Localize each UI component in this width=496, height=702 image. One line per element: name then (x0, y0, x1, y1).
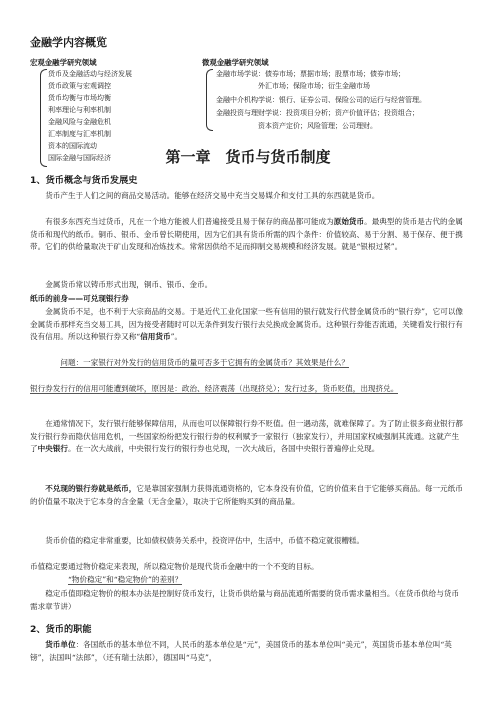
term-central-bank: 中央银行 (37, 444, 68, 453)
paragraph (30, 483, 466, 508)
paragraph-text: 。在一次大战前，中央银行发行的银行券也兑现，一次大战后，各国中央银行普遍停止兑现。 (67, 444, 380, 453)
question (30, 574, 466, 587)
answer-text: 银行券发行行的信用可能遭到破坏，原因是：政治、经济震荡（出现挤兑）；发行过多，货币贬值，出现挤兑。 (30, 384, 399, 393)
question-text: “物价稳定”和“稳定物价”的差别？ (68, 575, 183, 584)
question (30, 357, 466, 370)
paragraph (30, 418, 466, 456)
paragraph (30, 383, 470, 396)
paragraph: 币值稳定要通过物价稳定来表现，所以稳定物价是现代货币金融中的一个不变的目标。 (30, 562, 319, 571)
micro-item: 资本资产定价；风险管理；公司理财。 (258, 122, 377, 130)
term-primitive-money: 原始货币 (333, 217, 365, 226)
document-title: 金融学内容概览 (30, 36, 107, 49)
paragraph (30, 639, 466, 664)
paragraph-text: ”。 (170, 332, 183, 341)
micro-brace (206, 69, 213, 131)
question-text: 问题：一家银行对外发行的信用货币的量可否多于它拥有的金属货币？其效果是什么？ (60, 358, 349, 367)
section-heading: 2、货币的职能 (30, 624, 92, 635)
paragraph-text: ：各国纸币的基本单位不同，人民币的基本单位是“元”，美国货币的基本单位叫“美元”，英国货币基本单位叫“英镑”，法国叫“法郎”，（还有瑞士法郎），德国叫“马克”， (30, 640, 452, 662)
paragraph: 稳定币值即稳定物价的根本办法是控制好货币发行，让货币供给量与商品流通所需要的货币需求量相当。（在货币供给与货币需求章节讲） (30, 589, 460, 611)
paragraph-text: 在通常情况下，发行银行能够保障信用，从而也可以保障银行券不贬值。但一遇动荡，就难保障了。为了防止很多商业银行都发行银行券而隐伏信用危机，一些国家纷纷把发行银行券的权利赋予一家银行（独家发行），并用国家权威强制其流通。这就产生了 (30, 419, 463, 453)
paragraph: 货币价值的稳定非常重要，比如债权债务关系中，投资评估中，生活中，币值不稳定就很糟糕。 (45, 536, 365, 545)
macro-item: 资本的国际流动 (48, 142, 97, 150)
macro-item: 货币政策与宏观调控 (48, 82, 111, 90)
micro-item: 外汇市场；保险市场；衍生金融市场 (258, 82, 370, 90)
section-heading: 1、货币概念与货币发展史 (30, 175, 138, 186)
macro-item: 汇率制度与汇率机制 (48, 130, 111, 138)
subsection-heading: 纸币的前身——可兑现银行券 (30, 294, 129, 303)
paragraph-text: 金属货币不足，也不利于大宗商品的交易。于是近代工业化国家一些有信用的银行就发行代替金属货币的“银行券”，它可以像金属货币那样充当交易工具，因为接受者随时可以无条件到发行银行去兑换成金属货币。这种银行券能否流通，关键看发行银行有没有信用。所以这种银行券又称“ (30, 307, 464, 341)
paragraph-text: 它是靠国家强制力获得流通资格的，它本身没有价值，它的价值来自于它能够买商品。每一元纸币的价值量不取决于它本身的含金量（无含金量），取决于它所能购买到的商品量。 (30, 484, 463, 506)
term-paper-money: 不兑现的银行券就是纸币， (45, 484, 137, 493)
macro-item: 货币及金融活动与经济发展 (48, 70, 132, 78)
micro-item: 金融投资与理财学说：投资项目分析；资产价值评估；投资组合； (216, 109, 419, 117)
micro-heading: 微观金融学研究领域 (202, 58, 269, 67)
paragraph (30, 216, 466, 254)
term-currency-unit: 货币单位 (45, 640, 76, 649)
paragraph-text: 有很多东西充当过货币，凡在一个地方能被人们普遍接受且易于保存的商品都可能成为 (45, 217, 334, 226)
macro-item: 国际金融与国际经济 (48, 154, 111, 162)
chapter-title: 第一章 货币与货币制度 (165, 148, 331, 166)
macro-heading: 宏观金融学研究领域 (30, 58, 97, 67)
paragraph-text: 。最典型的货币是古代的金属货币和现代的纸币。铜币、银币、金币曾长期使用，因为它们具有货币所需的四个条件：价值较高、易于分割、易于保存、便于携带。它们的供给量取决于矿山发现和冶炼技术。常常因供给不足而抑制交易规模和经济发展。就是“银根过紧”。 (30, 217, 463, 251)
term-credit-money: 信用货币 (140, 332, 171, 341)
micro-item: 金融市场学说：债券市场；票据市场；股票市场；债券市场； (216, 70, 405, 78)
macro-item: 利率理论与利率机制 (48, 106, 111, 114)
paragraph: 货币产生于人们之间的商品交易活动。能够在经济交易中充当交易媒介和支付工具的东西就是货币。 (45, 191, 380, 200)
paragraph (30, 306, 466, 344)
macro-item: 金融风险与金融危机 (48, 118, 111, 126)
macro-item: 货币均衡与市场均衡 (48, 94, 111, 102)
micro-item: 金融中介机构学说：银行、证券公司、保险公司的运行与经营管理。 (216, 96, 426, 104)
paragraph: 金属货币常以铸币形式出现，铜币、银币、金币。 (45, 280, 213, 289)
